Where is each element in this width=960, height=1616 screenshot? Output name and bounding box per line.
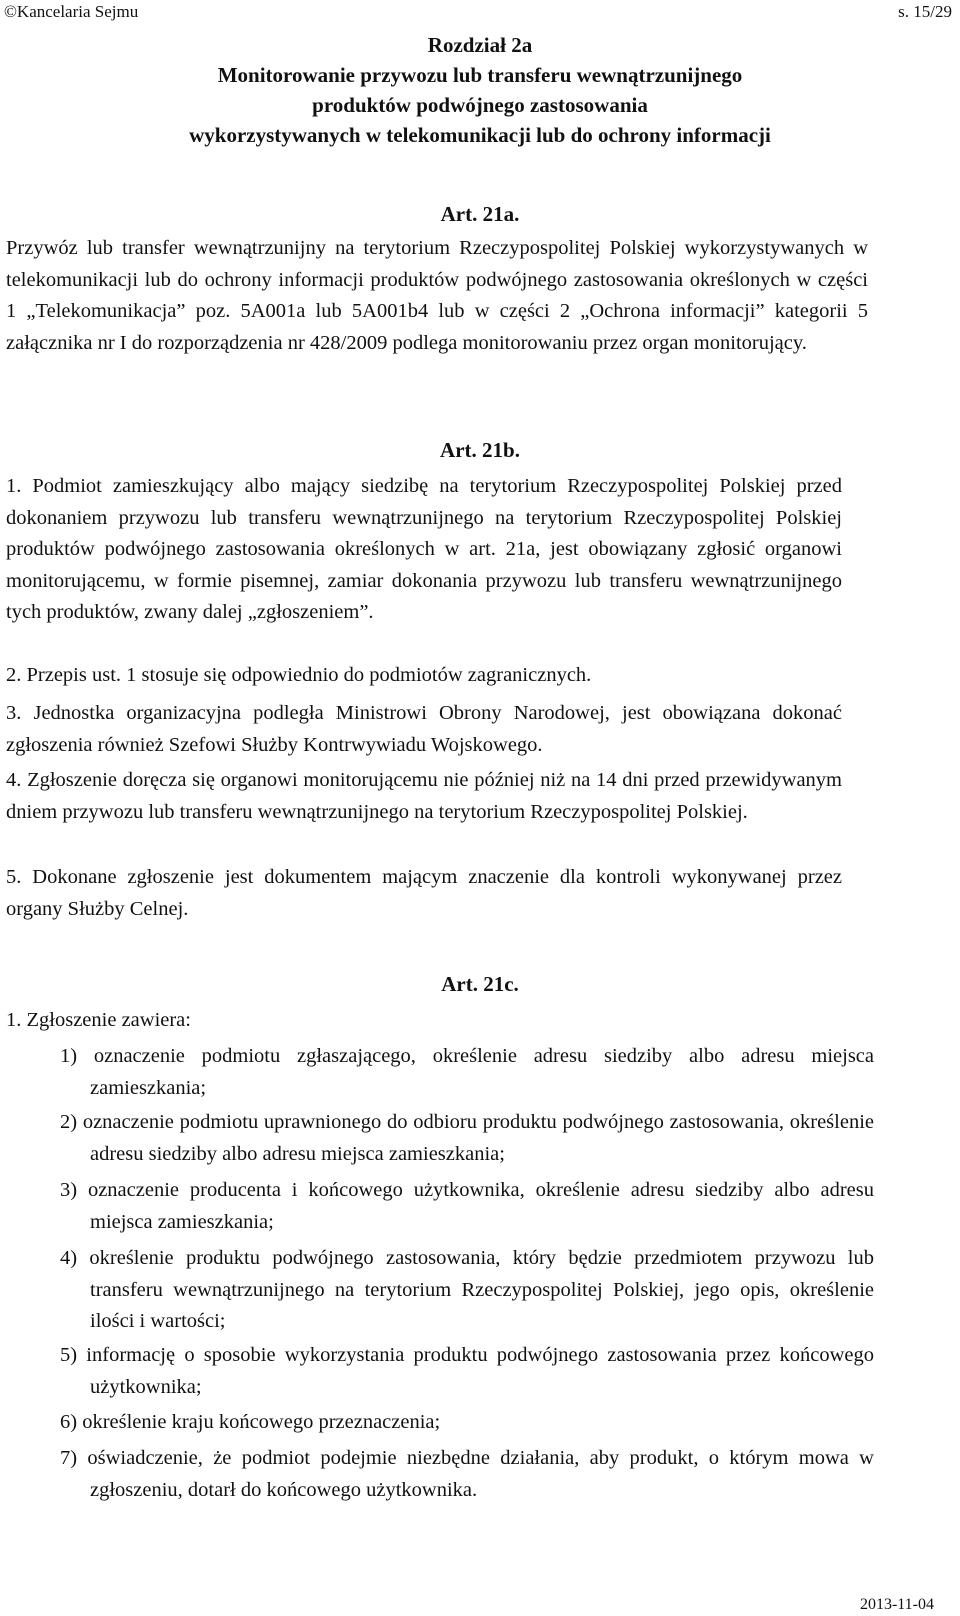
article-21c-intro: 1. Zgłoszenie zawiera: [6, 1009, 191, 1031]
article-21c-point-7: 7) oświadczenie, że podmiot podejmie niezbędne działania, aby produkt, o którym mowa w zgłoszeniu, dotarł do końcowego użytkownika. [60, 1447, 874, 1501]
article-21a-text: Przywóz lub transfer wewnątrzunijny na terytorium Rzeczypospolitej Polskiej wykorzystywanych w telekomunikacji lub do ochrony informacji produktów podwójnego zastosowania określonych w części 1 „Telekomunikacja” poz. 5A001a lub 5A001b4 lub w części 2 „Ochrona informacji” kategorii 5 załącznika nr I do rozporządzenia nr 428/2009 podlega monitorowaniu przez organ monitorujący. [6, 237, 868, 354]
chapter-title-line-3: wykorzystywanych w telekomunikacji lub do ochrony informacji [189, 123, 771, 147]
article-21c-title: Art. 21c. [441, 972, 519, 996]
article-21c-point-4: 4) określenie produktu podwójnego zastosowania, który będzie przedmiotem przywozu lub transferu wewnątrzunijnego na terytorium Rzeczypospolitej Polskiej, jego opis, określenie ilości i wartości; [60, 1247, 874, 1332]
article-21c-point-3: 3) oznaczenie producenta i końcowego użytkownika, określenie adresu siedziby albo adresu miejsca zamieszkania; [60, 1179, 874, 1233]
article-21b-title: Art. 21b. [440, 438, 520, 462]
article-21b-para-5: 5. Dokonane zgłoszenie jest dokumentem mającym znaczenie dla kontroli wykonywanej przez organy Służby Celnej. [6, 866, 842, 920]
header-publisher: ©Kancelaria Sejmu [4, 2, 139, 21]
chapter-title-line-1: Monitorowanie przywozu lub transferu wewnątrzunijnego [217, 63, 743, 87]
article-21b-para-4: 4. Zgłoszenie doręcza się organowi monitorującemu nie później niż na 14 dni przed przewidywanym dniem przywozu lub transferu wewnątrzunijnego na terytorium Rzeczypospolitej Polskiej. [6, 769, 842, 823]
article-21b-para-1: 1. Podmiot zamieszkujący albo mający siedzibę na terytorium Rzeczypospolitej Polskiej przed dokonaniem przywozu lub transferu wewnątrzunijnego na terytorium Rzeczypospolitej Polskiej produktów podwójnego zastosowania określonych w art. 21a, jest obowiązany zgłosić organowi monitorującemu, w formie pisemnej, zamiar dokonania przywozu lub transferu wewnątrzunijnego tych produktów, zwany dalej „zgłoszeniem”. [6, 475, 842, 623]
header-page-number: s. 15/29 [898, 2, 952, 21]
chapter-number: Rozdział 2a [427, 33, 533, 57]
article-21b-para-3: 3. Jednostka organizacyjna podległa Ministrowi Obrony Narodowej, jest obowiązana dokonać zgłoszenia również Szefowi Służby Kontrwywiadu Wojskowego. [6, 702, 842, 756]
article-21c-point-1: 1) oznaczenie podmiotu zgłaszającego, określenie adresu siedziby albo adresu miejsca zamieszkania; [60, 1045, 874, 1099]
chapter-title-line-2: produktów podwójnego zastosowania [312, 93, 648, 117]
chapter-heading [0, 30, 960, 150]
article-21c-point-5: 5) informację o sposobie wykorzystania produktu podwójnego zastosowania przez końcowego użytkownika; [60, 1344, 874, 1398]
article-21c-point-2: 2) oznaczenie podmiotu uprawnionego do odbioru produktu podwójnego zastosowania, określenie adresu siedziby albo adresu miejsca zamieszkania; [60, 1111, 874, 1165]
article-21b-para-2: 2. Przepis ust. 1 stosuje się odpowiednio do podmiotów zagranicznych. [6, 664, 592, 686]
article-21a-title: Art. 21a. [440, 202, 520, 226]
footer-date: 2013-11-04 [859, 1596, 934, 1613]
page-header [0, 0, 960, 24]
article-21c-point-6: 6) określenie kraju końcowego przeznaczenia; [60, 1411, 441, 1433]
